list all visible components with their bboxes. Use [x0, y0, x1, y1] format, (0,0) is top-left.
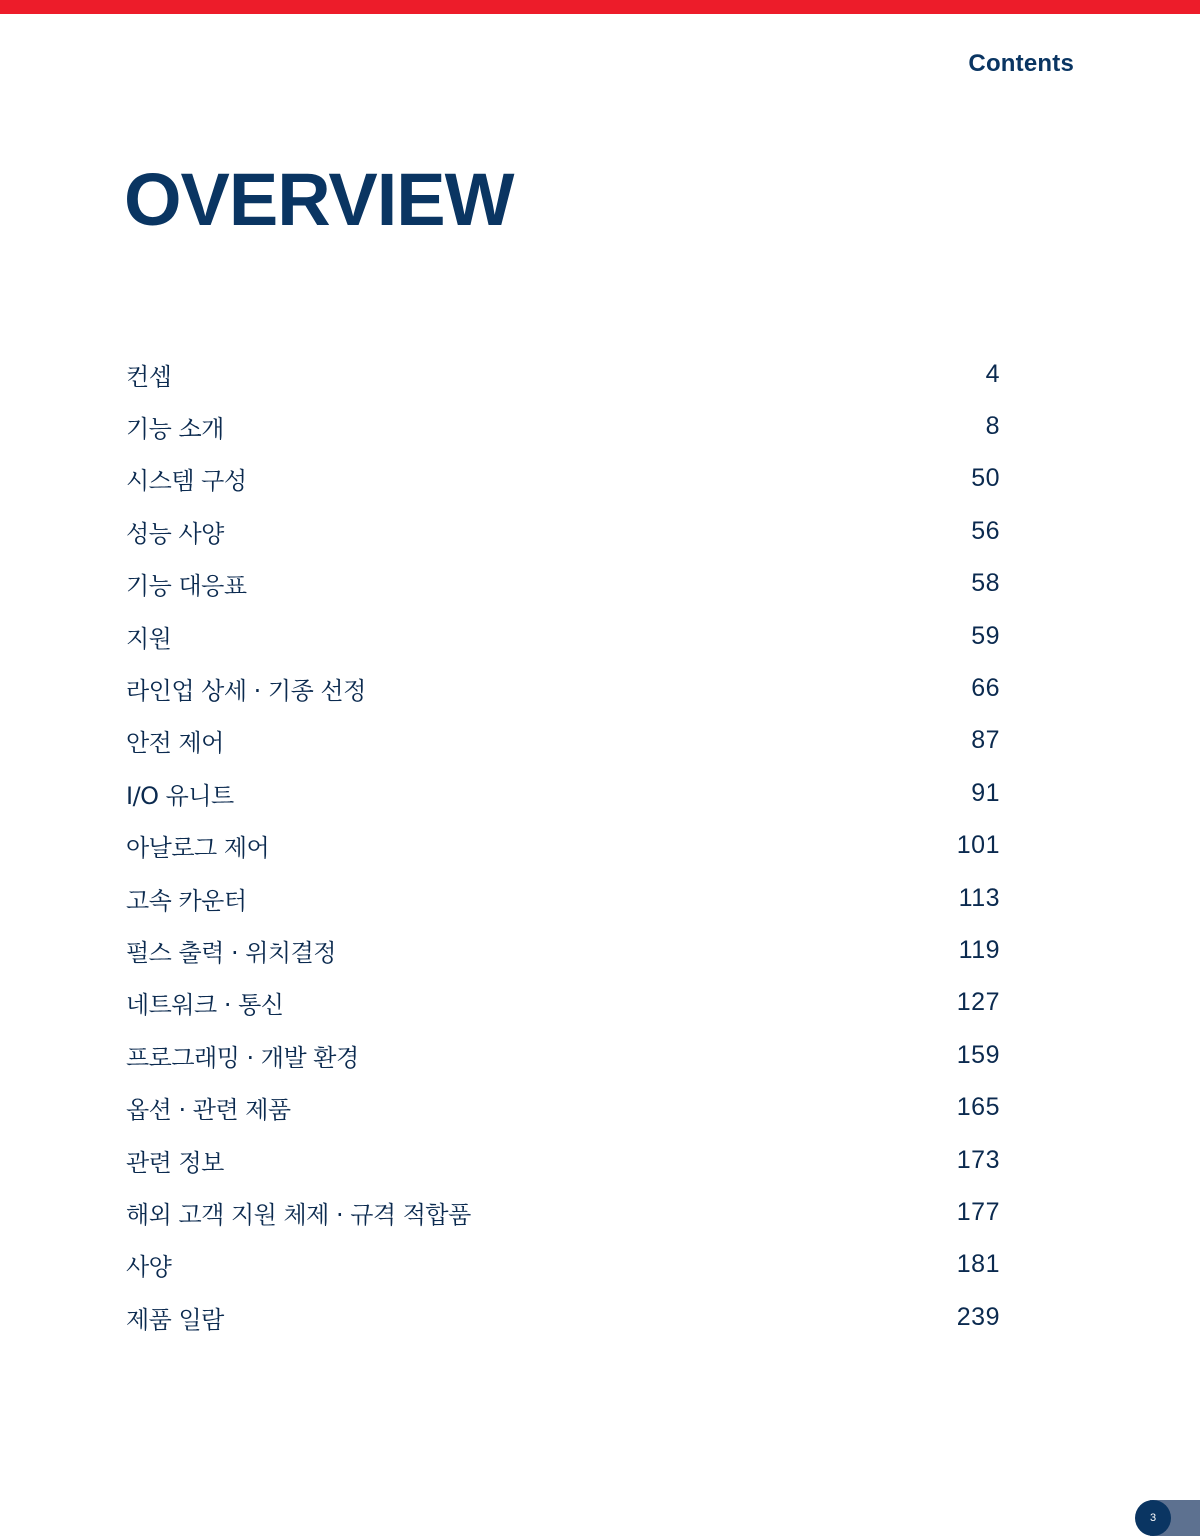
toc-item-page: 177	[956, 1197, 1000, 1226]
toc-item-title: 라인업 상세 · 기종 선정	[126, 677, 366, 706]
toc-item-page: 87	[971, 726, 1000, 755]
toc-item[interactable]	[126, 1134, 1000, 1186]
toc-item-title: 해외 고객 지원 체제 · 규격 적합품	[126, 1200, 471, 1229]
toc-item[interactable]	[126, 453, 1000, 505]
toc-item[interactable]	[126, 662, 1000, 714]
toc-item-title: I/O 유니트	[126, 781, 234, 810]
toc-item-page: 101	[956, 831, 1000, 860]
toc-item-title: 프로그래밍 · 개발 환경	[126, 1043, 359, 1072]
toc-item-title: 아날로그 제어	[126, 834, 270, 863]
toc-item-title: 성능 사양	[126, 519, 224, 548]
toc-item[interactable]	[126, 1186, 1000, 1238]
toc-item-page: 50	[971, 464, 1000, 493]
toc-item-page: 119	[958, 935, 1000, 964]
toc-item-page: 173	[956, 1145, 1000, 1174]
toc-item-title: 사양	[126, 1253, 172, 1282]
toc-item-title: 지원	[126, 624, 172, 653]
toc-item-page: 239	[956, 1302, 1000, 1331]
toc-item-title: 기능 대응표	[126, 572, 247, 601]
toc-item[interactable]	[126, 1081, 1000, 1133]
toc-item-page: 66	[971, 674, 1000, 703]
toc-item-title: 컨셉	[126, 362, 172, 391]
section-label: Contents	[968, 50, 1074, 77]
toc-item[interactable]	[126, 1291, 1000, 1343]
toc-item-page: 8	[985, 412, 1000, 441]
toc-item[interactable]	[126, 872, 1000, 924]
toc-item[interactable]	[126, 610, 1000, 662]
toc-item[interactable]	[126, 767, 1000, 819]
page-number-badge: 3	[1135, 1500, 1171, 1536]
toc-item-title: 옵션 · 관련 제품	[126, 1096, 291, 1125]
top-accent-bar	[0, 0, 1200, 14]
toc-item-page: 59	[971, 621, 1000, 650]
table-of-contents	[126, 348, 1000, 1343]
toc-item[interactable]	[126, 977, 1000, 1029]
toc-item-title: 펄스 출력 · 위치결정	[126, 938, 336, 967]
toc-item-page: 113	[958, 883, 1000, 912]
toc-item-page: 127	[956, 988, 1000, 1017]
toc-item[interactable]	[126, 348, 1000, 400]
toc-item[interactable]	[126, 1239, 1000, 1291]
toc-item-page: 91	[971, 778, 1000, 807]
toc-item-page: 58	[971, 569, 1000, 598]
toc-item[interactable]	[126, 505, 1000, 557]
toc-item[interactable]	[126, 820, 1000, 872]
page-title: OVERVIEW	[124, 158, 514, 241]
toc-item-title: 기능 소개	[126, 415, 224, 444]
toc-item-page: 181	[956, 1250, 1000, 1279]
toc-item[interactable]	[126, 924, 1000, 976]
toc-item[interactable]	[126, 558, 1000, 610]
toc-item-title: 고속 카운터	[126, 886, 247, 915]
toc-item-title: 관련 정보	[126, 1148, 224, 1177]
toc-item-title: 제품 일람	[126, 1305, 224, 1334]
toc-item-page: 165	[956, 1093, 1000, 1122]
toc-item-title: 안전 제어	[126, 729, 224, 758]
toc-item-page: 4	[985, 359, 1000, 388]
toc-item-title: 시스템 구성	[126, 467, 247, 496]
toc-item-title: 네트워크 · 통신	[126, 991, 284, 1020]
toc-item-page: 159	[956, 1040, 1000, 1069]
toc-item[interactable]	[126, 1029, 1000, 1081]
toc-item[interactable]	[126, 400, 1000, 452]
toc-item[interactable]	[126, 715, 1000, 767]
toc-item-page: 56	[971, 516, 1000, 545]
